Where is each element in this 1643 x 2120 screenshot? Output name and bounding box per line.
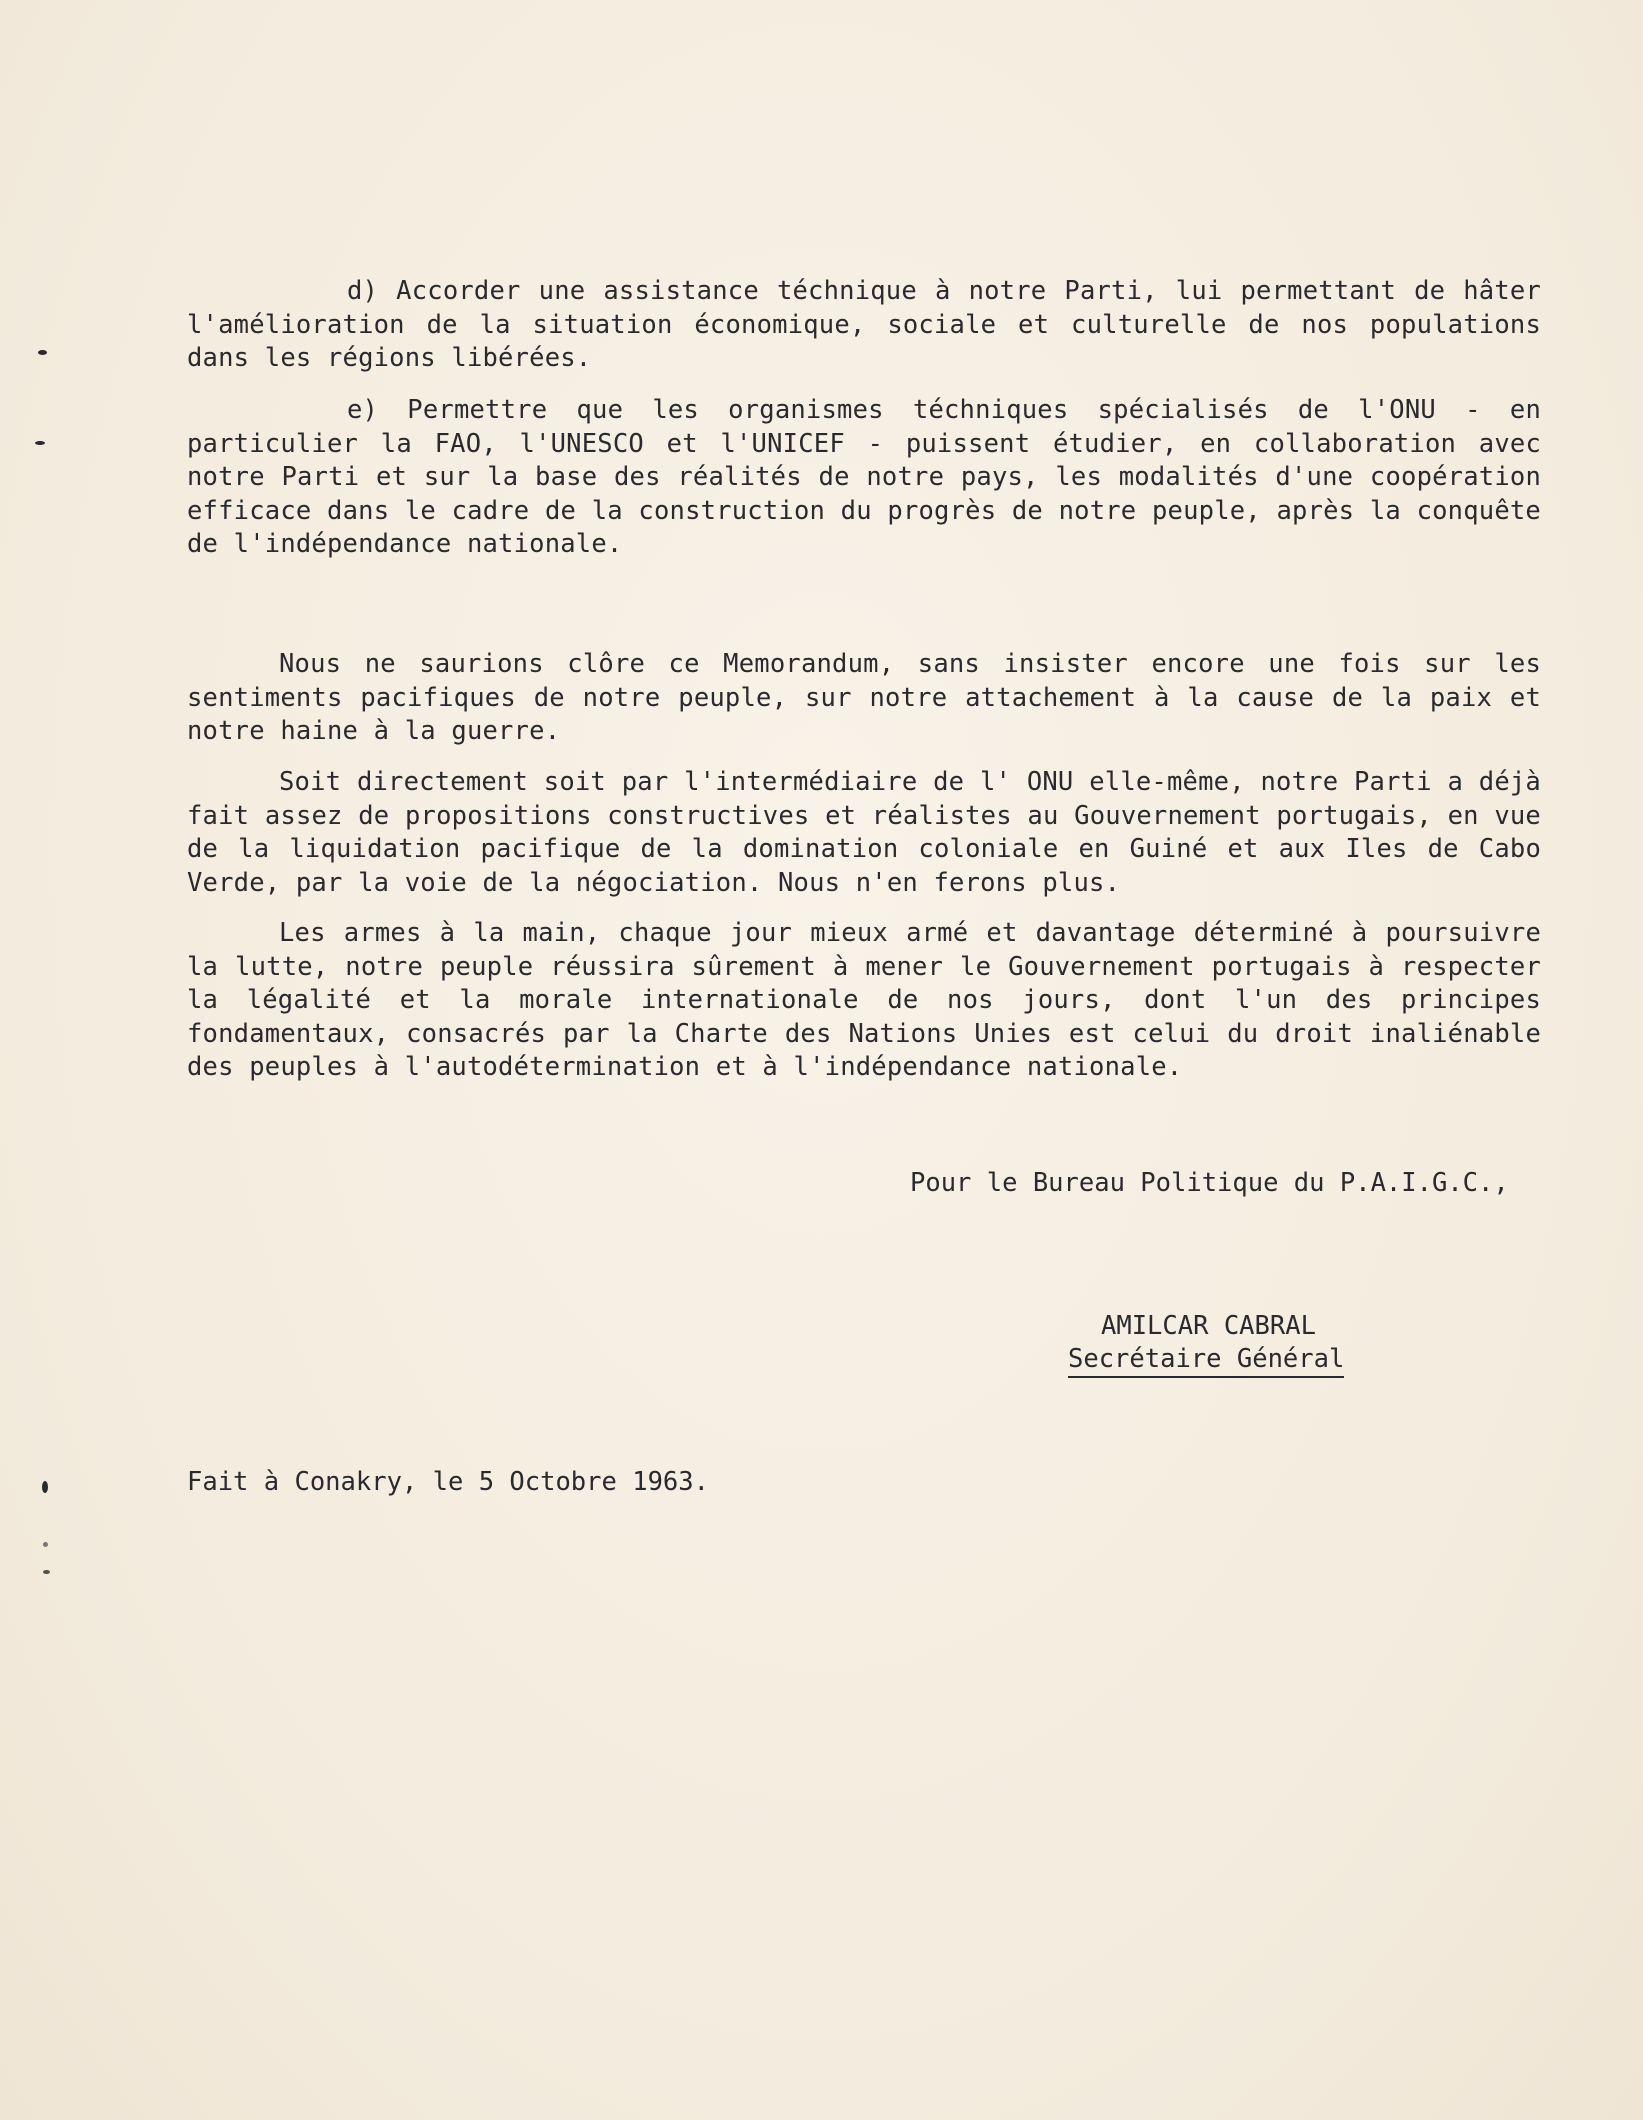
- paragraph-closing-1: Nous ne saurions clôre ce Memorandum, sans insister encore une fois sur les sentiments pacifiques de notre peuple, sur notre attachement à la cause de la paix et notre haine à la guerre.: [187, 649, 1541, 746]
- margin-mark: [35, 441, 45, 445]
- margin-mark: [38, 350, 47, 355]
- paragraph-d: d) Accorder une assistance téchnique à notre Parti, lui permettant de hâter l'amélioration de la situation économique, sociale et culturelle de nos populations dans les régions libérées.: [187, 276, 1541, 373]
- margin-mark: [42, 1481, 48, 1493]
- closing-line: Pour le Bureau Politique du P.A.I.G.C.,: [910, 1168, 1509, 1198]
- signatory-name: AMILCAR CABRAL: [1101, 1311, 1316, 1341]
- margin-mark: [43, 1570, 50, 1574]
- paragraph-e: e) Permettre que les organismes téchniques spécialisés de l'ONU - en particulier la FAO, l'UNESCO et l'UNICEF - puissent étudier, en collaboration avec notre Parti et sur la base des réalités de notre pays, les modalités d'une coopération efficace dans le cadre de la construction du progrès de notre peuple, après la conquête de l'indépendance nationale.: [187, 395, 1541, 559]
- place-and-date: Fait à Conakry, le 5 Octobre 1963.: [187, 1467, 709, 1497]
- margin-mark: [43, 1542, 48, 1547]
- paragraph-closing-3: Les armes à la main, chaque jour mieux armé et davantage déterminé à poursuivre la lutte, notre peuple réussira sûrement à mener le Gouvernement portugais à respecter la légalité et la morale internationale de nos jours, dont l'un des principes fondamentaux, consacrés par la Charte des Nations Unies est celui du droit inaliénable des peuples à l'autodétermination et à l'indépendance nationale.: [187, 918, 1541, 1082]
- paragraph-closing-2: Soit directement soit par l'intermédiaire de l' ONU elle-même, notre Parti a déjà fait assez de propositions constructives et réalistes au Gouvernement portugais, en vue de la liquidation pacifique de la domination coloniale en Guiné et aux Iles de Cabo Verde, par la voie de la négociation. Nous n'en ferons plus.: [187, 767, 1541, 898]
- signatory-title: Secrétaire Général: [1068, 1344, 1344, 1378]
